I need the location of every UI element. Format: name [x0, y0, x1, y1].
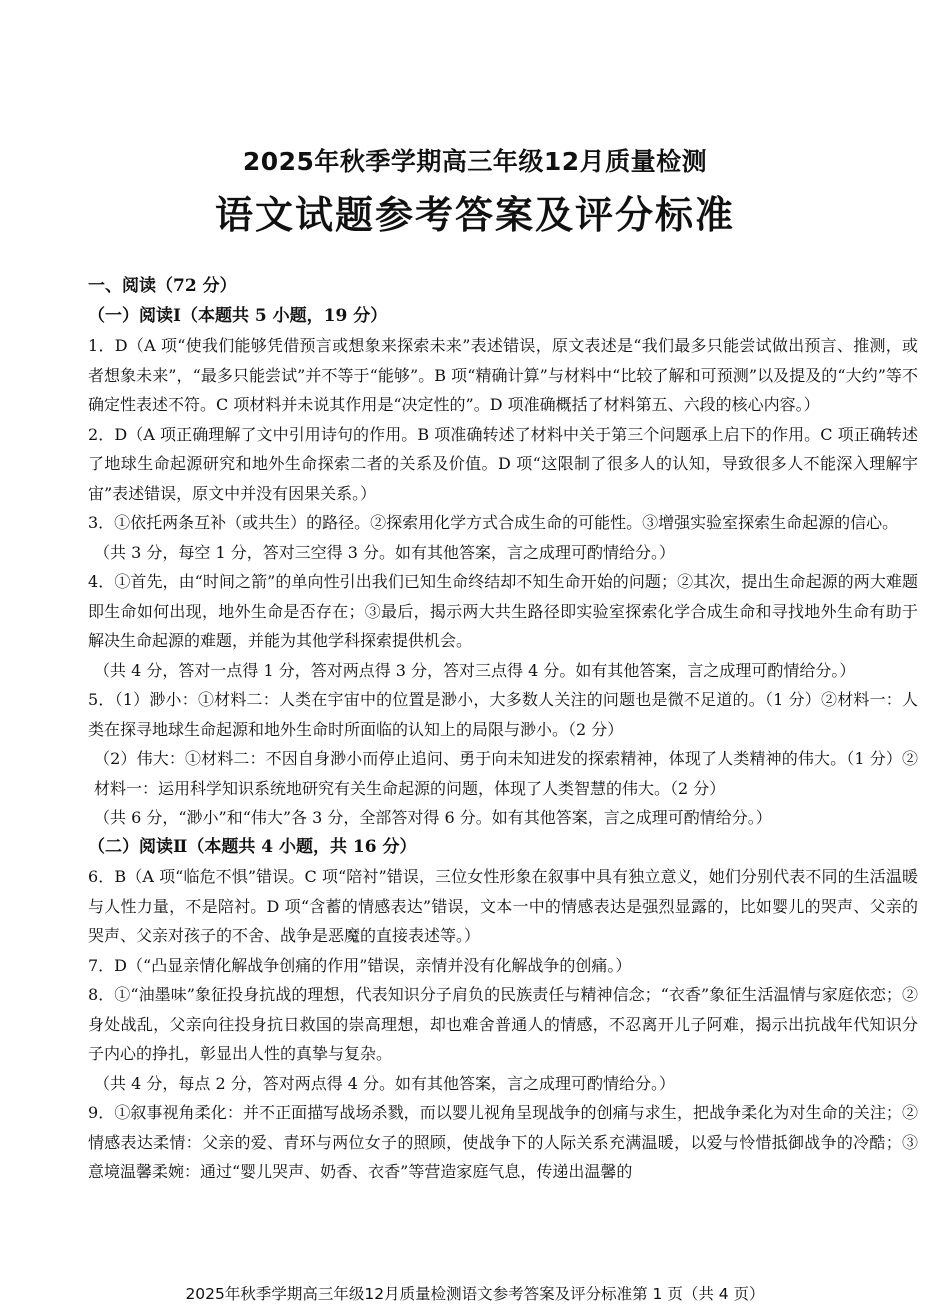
section-heading: 一、阅读（72 分） [88, 276, 237, 296]
scoring-note: （共 4 分，答对一点得 1 分，答对两点得 3 分，答对三点得 4 分。如有其他答案，言之成理可酌情给分。） [94, 660, 856, 680]
answer-item: 5．（1）渺小：①材料二：人类在宇宙中的位置是渺小，大多数人关注的问题也是微不足道的。（1 分）②材料一：人类在探寻地球生命起源和地外生命时所面临的认知上的局限与渺小。（2 分） [88, 690, 918, 739]
scoring-note: （共 6 分，“渺小”和“伟大”各 3 分，全部答对得 6 分。如有其他答案，言之成理可酌情给分。） [94, 808, 772, 827]
answer-item: 2．D（A 项正确理解了文中引用诗句的作用。B 项准确转述了材料中关于第三个问题承上启下的作用。C 项正确转述了地球生命起源研究和地外生命探索二者的关系及价值。D 项“这限制了很多人的认知，导致很多人不能深入理解宇宙”表述错误，原文中并没有因果关系。） [88, 424, 918, 503]
exam-title: 2025年秋季学期高三年级12月质量检测 [242, 147, 708, 176]
part-heading: （一）阅读Ⅰ（本题共 5 小题，19 分） [88, 305, 388, 326]
answer-item: 8．①“油墨味”象征投身抗战的理想，代表知识分子肩负的民族责任与精神信念；“衣香”象征生活温情与家庭依恋；②身处战乱，父亲向往投身抗日救国的崇高理想，却也难舍普通人的情感，不忍离开儿子阿难，揭示出抗战年代知识分子内心的挣扎，彰显出人性的真挚与复杂。 [88, 985, 918, 1063]
answer-item: （2）伟大：①材料二：不因自身渺小而停止追问、勇于向未知进发的探索精神，体现了人类精神的伟大。（1 分）②材料一：运用科学知识系统地研究有关生命起源的问题，体现了人类智慧的伟大。（2 分） [94, 749, 918, 798]
scoring-note: （共 3 分，每空 1 分，答对三空得 3 分。如有其他答案，言之成理可酌情给分。） [94, 542, 676, 562]
answer-item: 9．①叙事视角柔化：并不正面描写战场杀戮，而以婴儿视角呈现战争的创痛与求生，把战争柔化为对生命的关注；②情感表达柔情：父亲的爱、青环与两位女子的照顾，使战争下的人际关系充满温暖，以爱与怜惜抵御战争的冷酷；③意境温馨柔婉：通过“婴儿哭声、奶香、衣香”等营造家庭气息，传递出温馨的 [88, 1103, 918, 1181]
answer-item: 3．①依托两条互补（或共生）的路径。②探索用化学方式合成生命的可能性。③增强实验室探索生命起源的信心。 [88, 513, 899, 532]
scoring-note: （共 4 分，每点 2 分，答对两点得 4 分。如有其他答案，言之成理可酌情给分。） [94, 1073, 676, 1093]
part-heading: （二）阅读Ⅱ（本题共 4 小题，共 16 分） [88, 836, 417, 857]
answer-item: 6．B（A 项“临危不惧”错误。C 项“陪衬”错误，三位女性形象在叙事中具有独立意义，她们分别代表不同的生活温暖与人性力量，不是陪衬。D 项“含蓄的情感表达”错误，文本一中的情感表达是强烈显露的，比如婴儿的哭声、父亲的哭声、父亲对孩子的不舍、战争是恶魔的直接表述等。） [88, 867, 918, 945]
page-footer: 2025年秋季学期高三年级12月质量检测语文参考答案及评分标准第 1 页（共 4 页） [185, 1285, 765, 1303]
answer-key-title: 语文试题参考答案及评分标准 [214, 193, 735, 237]
answer-item: 7．D（“凸显亲情化解战争创痛的作用”错误，亲情并没有化解战争的创痛。） [88, 955, 632, 975]
answer-item: 4．①首先，由“时间之箭”的单向性引出我们已知生命终结却不知生命开始的问题；②其次，提出生命起源的两大难题即生命如何出现，地外生命是否存在；③最后，揭示两大共生路径即实验室探索化学合成生命和寻找地外生命有助于解决生命起源的难题，并能为其他学科探索提供机会。 [88, 572, 918, 650]
answer-body [88, 272, 918, 1187]
answer-item: 1．D（A 项“使我们能够凭借预言或想象来探索未来”表述错误，原文表述是“我们最多只能尝试做出预言、推测，或者想象未来”，“最多只能尝试”并不等于“能够”。B 项“精确计算”与材料中“比较了解和可预测”以及提及的“大约”等不确定性表述不符。C 项材料并未说其作用是“决定性的”。D 项准确概括了材料第五、六段的核心内容。） [88, 336, 918, 414]
